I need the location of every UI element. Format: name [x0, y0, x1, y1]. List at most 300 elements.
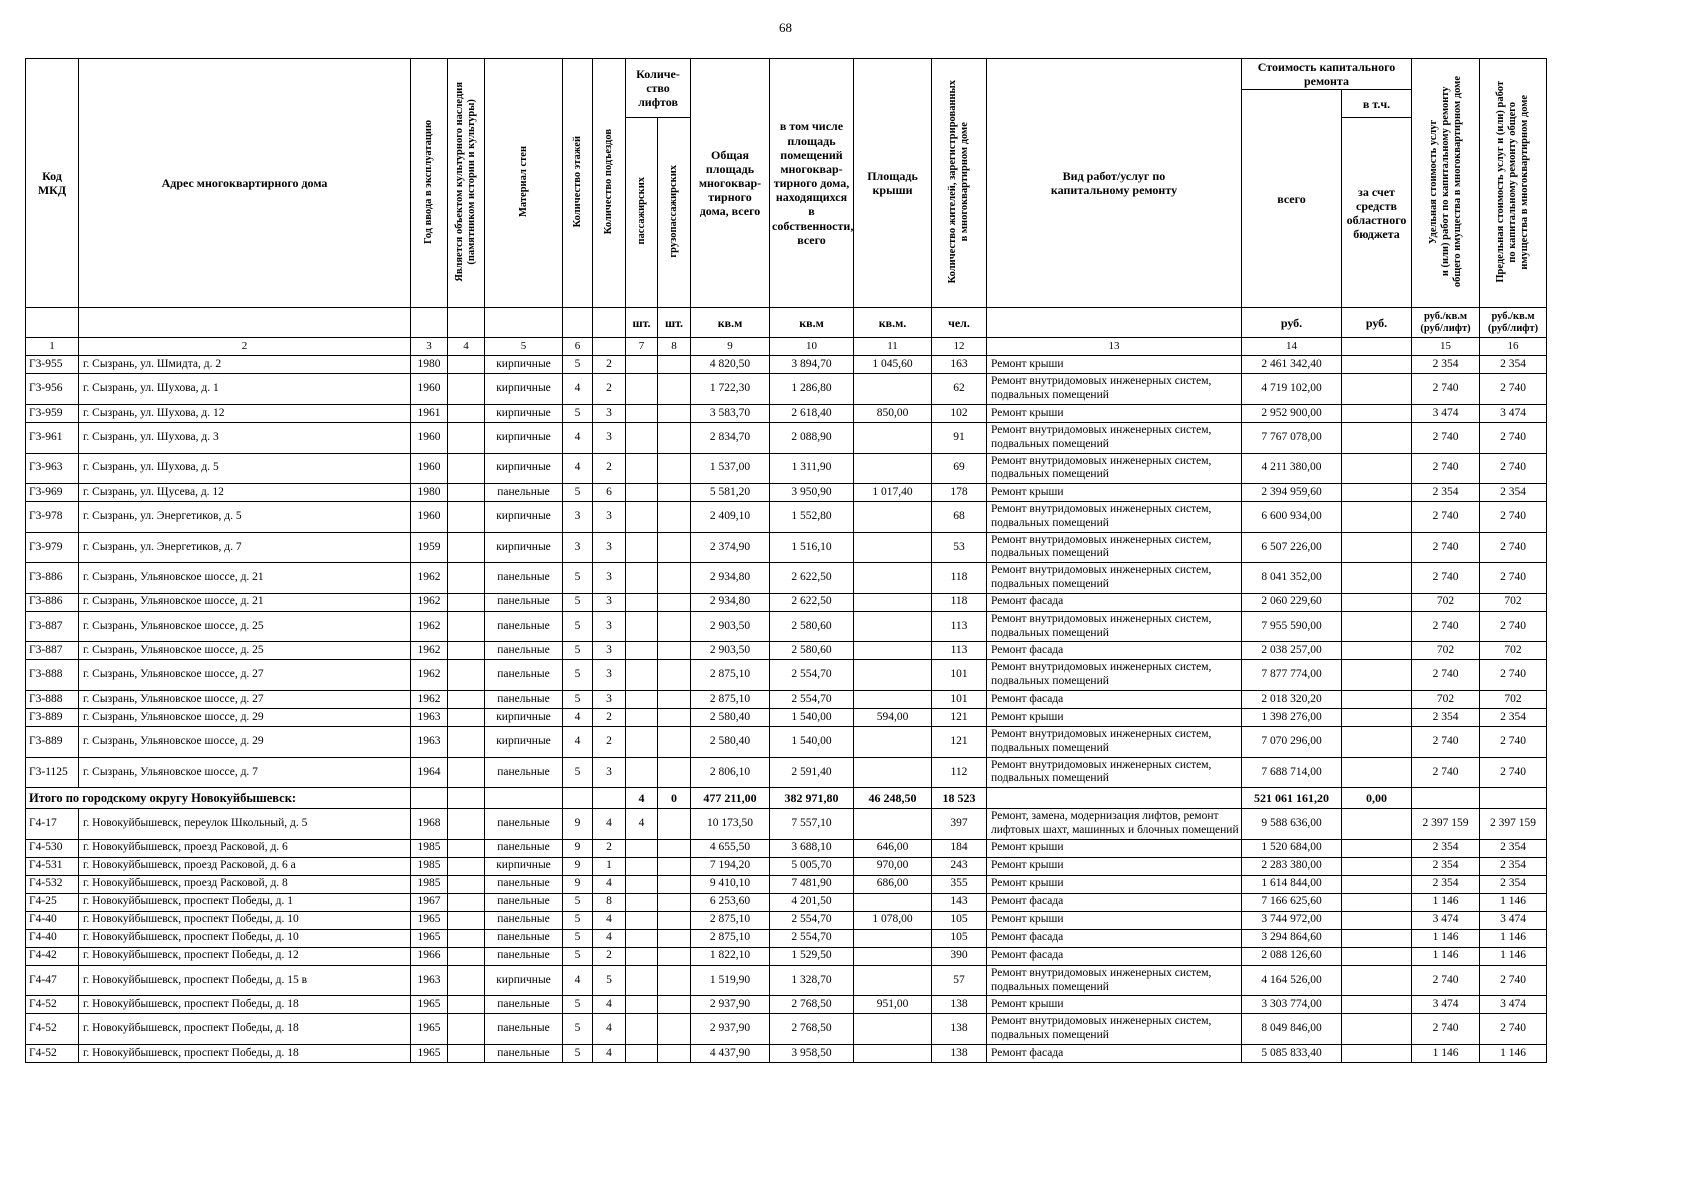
column-number-cell: 12: [932, 338, 987, 356]
cell-max_cost: [1480, 788, 1547, 809]
cell-residents: 178: [932, 484, 987, 502]
cell-residents: 118: [932, 593, 987, 611]
cell-wall: панельные: [485, 809, 563, 840]
cell-unit_cost: 2 740: [1412, 374, 1480, 405]
cell-works: Ремонт крыши: [987, 404, 1242, 422]
cell-unit_cost: 2 740: [1412, 1014, 1480, 1045]
cell-floors: 5: [563, 660, 593, 691]
cell-wall: панельные: [485, 929, 563, 947]
cell-area_owned: 1 529,50: [770, 947, 854, 965]
cell-cost_total: 7 688 714,00: [1242, 757, 1342, 788]
cell-code: Г3-888: [26, 691, 79, 709]
cell-entr: 2: [593, 947, 626, 965]
cell-year: 1966: [411, 947, 448, 965]
cell-year: 1980: [411, 484, 448, 502]
cell-area_roof: [854, 965, 932, 996]
cell-year: 1965: [411, 996, 448, 1014]
cell-lift_p: [626, 691, 658, 709]
cell-lift_p: 4: [626, 809, 658, 840]
cell-residents: 138: [932, 996, 987, 1014]
cell-address: г. Сызрань, Ульяновское шоссе, д. 21: [79, 593, 411, 611]
cell-unit_cost: 2 354: [1412, 356, 1480, 374]
cell-address: г. Сызрань, ул. Шухова, д. 1: [79, 374, 411, 405]
cell-year: 1960: [411, 374, 448, 405]
cell-works: Ремонт крыши: [987, 356, 1242, 374]
cell-max_cost: 2 740: [1480, 453, 1547, 484]
cell-year: 1985: [411, 839, 448, 857]
column-number-cell: 2: [79, 338, 411, 356]
cell-heritage: [448, 642, 485, 660]
col-header-roof-area: Площадь крыши: [854, 59, 932, 308]
cell-area_roof: [854, 727, 932, 758]
table-row: [26, 593, 1547, 611]
table-row: [26, 709, 1547, 727]
cell-lift_c: [658, 857, 691, 875]
cell-cost_total: 9 588 636,00: [1242, 809, 1342, 840]
cell-cost_budget: [1342, 532, 1412, 563]
col-header-max-cost-label: Предельная стоимость услуг и (или) работ по капитальному ремонту общего имущества в многоквартирном доме: [1495, 80, 1530, 283]
cell-unit_cost: 2 354: [1412, 875, 1480, 893]
cell-max_cost: 2 740: [1480, 1014, 1547, 1045]
cell-code: Г4-42: [26, 947, 79, 965]
cell-area_owned: 3 950,90: [770, 484, 854, 502]
table-row: [26, 356, 1547, 374]
cell-lift_c: [658, 911, 691, 929]
cell-heritage: [448, 857, 485, 875]
cell-wall: панельные: [485, 911, 563, 929]
cell-lift_c: [658, 642, 691, 660]
cell-area_owned: 2 768,50: [770, 996, 854, 1014]
cell-address: г. Сызрань, Ульяновское шоссе, д. 29: [79, 709, 411, 727]
cell-year: 1963: [411, 709, 448, 727]
cell-wall: панельные: [485, 757, 563, 788]
cell-entr: 2: [593, 374, 626, 405]
summary-label: Итого по городскому округу Новокуйбышевск:: [26, 788, 411, 809]
cell-entr: [593, 788, 626, 809]
cell-entr: 3: [593, 611, 626, 642]
cell-entr: 3: [593, 757, 626, 788]
cell-heritage: [448, 709, 485, 727]
cell-area_total: 4 437,90: [691, 1045, 770, 1063]
cell-cost_budget: [1342, 1045, 1412, 1063]
cell-area_roof: [854, 1045, 932, 1063]
cell-lift_c: [658, 453, 691, 484]
cell-cost_budget: [1342, 611, 1412, 642]
cell-works: Ремонт фасада: [987, 691, 1242, 709]
cell-area_roof: [854, 532, 932, 563]
cell-residents: 138: [932, 1014, 987, 1045]
cell-entr: 1: [593, 857, 626, 875]
cell-max_cost: 702: [1480, 642, 1547, 660]
cell-area_total: 2 374,90: [691, 532, 770, 563]
cell-code: Г3-959: [26, 404, 79, 422]
col-header-lifts-passenger: [626, 118, 658, 308]
table-row: [26, 611, 1547, 642]
cell-works: Ремонт крыши: [987, 875, 1242, 893]
cell-entr: 5: [593, 965, 626, 996]
cell-year: 1962: [411, 660, 448, 691]
cell-lift_c: [658, 809, 691, 840]
cell-area_total: 10 173,50: [691, 809, 770, 840]
cell-residents: 390: [932, 947, 987, 965]
cell-address: г. Сызрань, ул. Шмидта, д. 2: [79, 356, 411, 374]
cell-heritage: [448, 1045, 485, 1063]
cell-area_total: 2 937,90: [691, 1014, 770, 1045]
cell-heritage: [448, 404, 485, 422]
cell-wall: панельные: [485, 947, 563, 965]
cell-entr: 4: [593, 911, 626, 929]
cell-floors: 4: [563, 374, 593, 405]
cell-area_total: 3 583,70: [691, 404, 770, 422]
cell-unit_cost: 1 146: [1412, 1045, 1480, 1063]
cell-cost_budget: [1342, 857, 1412, 875]
cell-area_roof: [854, 660, 932, 691]
cell-area_total: 2 875,10: [691, 691, 770, 709]
cell-works: Ремонт внутридомовых инженерных систем, подвальных помещений: [987, 757, 1242, 788]
col-header-wall-material: [485, 59, 563, 308]
cell-year: 1960: [411, 422, 448, 453]
cell-year: 1967: [411, 893, 448, 911]
cell-entr: 4: [593, 875, 626, 893]
cell-lift_p: [626, 532, 658, 563]
cell-code: Г3-955: [26, 356, 79, 374]
cell-residents: 53: [932, 532, 987, 563]
cell-area_owned: 2 768,50: [770, 1014, 854, 1045]
unit-cell: [411, 308, 448, 338]
cell-area_total: 477 211,00: [691, 788, 770, 809]
cell-residents: 105: [932, 911, 987, 929]
cell-unit_cost: 2 740: [1412, 422, 1480, 453]
cell-cost_budget: [1342, 691, 1412, 709]
table-row: [26, 1014, 1547, 1045]
cell-unit_cost: 3 474: [1412, 996, 1480, 1014]
cell-year: 1985: [411, 857, 448, 875]
cell-address: г. Новокуйбышевск, проспект Победы, д. 10: [79, 911, 411, 929]
cell-area_owned: 7 481,90: [770, 875, 854, 893]
cell-heritage: [448, 422, 485, 453]
cell-year: 1962: [411, 691, 448, 709]
cell-floors: 5: [563, 691, 593, 709]
cell-area_roof: [854, 809, 932, 840]
cell-lift_c: [658, 965, 691, 996]
cell-area_total: 9 410,10: [691, 875, 770, 893]
cell-area_roof: [854, 757, 932, 788]
column-number-cell: 6: [563, 338, 593, 356]
cell-address: г. Новокуйбышевск, переулок Школьный, д. 5: [79, 809, 411, 840]
cell-area_owned: 2 622,50: [770, 593, 854, 611]
cell-entr: 3: [593, 642, 626, 660]
col-header-lifts-cargo: [658, 118, 691, 308]
cell-floors: 9: [563, 809, 593, 840]
page-number: 68: [779, 20, 792, 35]
cell-cost_total: 5 085 833,40: [1242, 1045, 1342, 1063]
cell-area_roof: [854, 893, 932, 911]
column-number-cell: 11: [854, 338, 932, 356]
cell-cost_budget: [1342, 404, 1412, 422]
cell-lift_p: [626, 356, 658, 374]
cell-unit_cost: 3 474: [1412, 404, 1480, 422]
cell-entr: 4: [593, 929, 626, 947]
cell-area_owned: 2 580,60: [770, 642, 854, 660]
cell-year: 1965: [411, 1045, 448, 1063]
table-row: [26, 1045, 1547, 1063]
cell-year: 1962: [411, 563, 448, 594]
cell-code: Г3-888: [26, 660, 79, 691]
col-header-cost-budget: за счет средств областного бюджета: [1342, 118, 1412, 308]
cell-address: г. Новокуйбышевск, проспект Победы, д. 1: [79, 893, 411, 911]
cell-area_total: 4 655,50: [691, 839, 770, 857]
cell-floors: 5: [563, 593, 593, 611]
col-header-total-area: Общая площадь многоквар- тирного дома, всего: [691, 59, 770, 308]
cell-lift_p: [626, 611, 658, 642]
cell-area_roof: 970,00: [854, 857, 932, 875]
cell-lift_c: [658, 611, 691, 642]
cell-year: 1963: [411, 727, 448, 758]
cell-heritage: [448, 356, 485, 374]
cell-wall: кирпичные: [485, 857, 563, 875]
cell-max_cost: 2 740: [1480, 660, 1547, 691]
cell-works: Ремонт, замена, модернизация лифтов, ремонт лифтовых шахт, машинных и блочных помещений: [987, 809, 1242, 840]
cell-lift_p: [626, 929, 658, 947]
cell-max_cost: 2 740: [1480, 532, 1547, 563]
cell-area_roof: 594,00: [854, 709, 932, 727]
cell-works: [987, 788, 1242, 809]
cell-area_total: 1 537,00: [691, 453, 770, 484]
cell-cost_total: 2 060 229,60: [1242, 593, 1342, 611]
cell-cost_total: 8 041 352,00: [1242, 563, 1342, 594]
cell-residents: 163: [932, 356, 987, 374]
cell-address: г. Новокуйбышевск, проспект Победы, д. 10: [79, 929, 411, 947]
cell-heritage: [448, 691, 485, 709]
column-number-cell: 9: [691, 338, 770, 356]
column-numbers-row: [26, 338, 1547, 356]
cell-area_total: 2 903,50: [691, 642, 770, 660]
cell-cost_total: 2 018 320,20: [1242, 691, 1342, 709]
cell-code: Г3-969: [26, 484, 79, 502]
cell-area_roof: [854, 502, 932, 533]
cell-heritage: [448, 996, 485, 1014]
cell-wall: кирпичные: [485, 727, 563, 758]
unit-cell: [987, 308, 1242, 338]
cell-code: Г3-963: [26, 453, 79, 484]
cell-heritage: [448, 1014, 485, 1045]
cell-floors: 5: [563, 563, 593, 594]
cell-cost_total: 7 070 296,00: [1242, 727, 1342, 758]
cell-cost_budget: [1342, 642, 1412, 660]
cell-floors: 5: [563, 757, 593, 788]
cell-wall: кирпичные: [485, 356, 563, 374]
cell-lift_c: [658, 1045, 691, 1063]
cell-floors: 5: [563, 929, 593, 947]
header-row-1: [26, 59, 1547, 90]
cell-year: 1980: [411, 356, 448, 374]
cell-address: г. Сызрань, Ульяновское шоссе, д. 27: [79, 691, 411, 709]
column-number-cell: 4: [448, 338, 485, 356]
cell-area_total: 2 934,80: [691, 563, 770, 594]
cell-cost_total: 1 398 276,00: [1242, 709, 1342, 727]
cell-cost_budget: [1342, 422, 1412, 453]
cell-max_cost: 1 146: [1480, 929, 1547, 947]
cell-floors: 3: [563, 532, 593, 563]
cell-code: Г4-52: [26, 996, 79, 1014]
cell-area_total: 2 937,90: [691, 996, 770, 1014]
cell-area_roof: 1 078,00: [854, 911, 932, 929]
cell-cost_budget: [1342, 356, 1412, 374]
cell-address: г. Новокуйбышевск, проспект Победы, д. 18: [79, 1014, 411, 1045]
cell-lift_p: [626, 484, 658, 502]
cell-area_roof: 1 017,40: [854, 484, 932, 502]
cell-lift_p: [626, 965, 658, 996]
cell-year: 1959: [411, 532, 448, 563]
unit-cell: кв.м: [691, 308, 770, 338]
cell-area_total: 1 722,30: [691, 374, 770, 405]
cell-area_roof: 850,00: [854, 404, 932, 422]
cell-lift_c: [658, 484, 691, 502]
cell-area_roof: 1 045,60: [854, 356, 932, 374]
cell-wall: панельные: [485, 642, 563, 660]
cell-cost_total: 2 283 380,00: [1242, 857, 1342, 875]
cell-cost_budget: [1342, 893, 1412, 911]
cell-address: г. Новокуйбышевск, проспект Победы, д. 12: [79, 947, 411, 965]
cell-code: Г4-52: [26, 1014, 79, 1045]
cell-area_roof: [854, 611, 932, 642]
cell-residents: 101: [932, 660, 987, 691]
cell-entr: 3: [593, 563, 626, 594]
cell-year: 1960: [411, 502, 448, 533]
cell-cost_total: 1 614 844,00: [1242, 875, 1342, 893]
cell-lift_c: [658, 709, 691, 727]
cell-lift_p: [626, 893, 658, 911]
cell-entr: 8: [593, 893, 626, 911]
unit-cell: кв.м: [770, 308, 854, 338]
cell-address: г. Новокуйбышевск, проезд Расковой, д. 6: [79, 839, 411, 857]
cell-lift_c: [658, 929, 691, 947]
cell-floors: 4: [563, 727, 593, 758]
cell-year: 1965: [411, 929, 448, 947]
cell-cost_total: 7 767 078,00: [1242, 422, 1342, 453]
table-row: [26, 809, 1547, 840]
cell-works: Ремонт внутридомовых инженерных систем, подвальных помещений: [987, 532, 1242, 563]
cell-max_cost: 2 740: [1480, 422, 1547, 453]
cell-works: Ремонт внутридомовых инженерных систем, подвальных помещений: [987, 453, 1242, 484]
cell-wall: панельные: [485, 1045, 563, 1063]
cell-area_owned: 1 516,10: [770, 532, 854, 563]
col-header-floors-label: Количество этажей: [571, 135, 583, 228]
cell-unit_cost: 1 146: [1412, 929, 1480, 947]
table-row: [26, 484, 1547, 502]
cell-max_cost: 2 740: [1480, 563, 1547, 594]
cell-cost_budget: [1342, 929, 1412, 947]
cell-code: Г4-25: [26, 893, 79, 911]
column-number-cell: 7: [626, 338, 658, 356]
cell-lift_p: [626, 374, 658, 405]
cell-residents: 105: [932, 929, 987, 947]
cell-wall: кирпичные: [485, 709, 563, 727]
table-row: [26, 911, 1547, 929]
cell-max_cost: 3 474: [1480, 404, 1547, 422]
cell-area_owned: 7 557,10: [770, 809, 854, 840]
cell-wall: кирпичные: [485, 532, 563, 563]
cell-lift_p: [626, 563, 658, 594]
cell-code: Г3-956: [26, 374, 79, 405]
table-row: [26, 965, 1547, 996]
cell-address: г. Сызрань, ул. Энергетиков, д. 5: [79, 502, 411, 533]
cell-residents: 101: [932, 691, 987, 709]
cell-max_cost: 1 146: [1480, 947, 1547, 965]
cell-floors: 9: [563, 875, 593, 893]
cell-works: Ремонт крыши: [987, 484, 1242, 502]
cell-heritage: [448, 563, 485, 594]
cell-wall: кирпичные: [485, 422, 563, 453]
table-row: [26, 691, 1547, 709]
cell-cost_total: 4 164 526,00: [1242, 965, 1342, 996]
col-header-unit-cost: [1412, 59, 1480, 308]
cell-max_cost: 2 740: [1480, 374, 1547, 405]
cell-lift_p: [626, 422, 658, 453]
cell-area_owned: 3 688,10: [770, 839, 854, 857]
cell-area_owned: 2 554,70: [770, 911, 854, 929]
cell-area_owned: 2 554,70: [770, 929, 854, 947]
cell-heritage: [448, 893, 485, 911]
cell-cost_budget: [1342, 839, 1412, 857]
cell-cost_budget: [1342, 1014, 1412, 1045]
cell-code: Г4-40: [26, 929, 79, 947]
cell-works: Ремонт крыши: [987, 857, 1242, 875]
cell-lift_c: [658, 727, 691, 758]
cell-area_roof: [854, 453, 932, 484]
cell-max_cost: 2 354: [1480, 857, 1547, 875]
cell-max_cost: 2 354: [1480, 484, 1547, 502]
col-header-works: Вид работ/услуг по капитальному ремонту: [987, 59, 1242, 308]
cell-year: 1968: [411, 809, 448, 840]
cell-area_owned: 1 552,80: [770, 502, 854, 533]
cell-works: Ремонт внутридомовых инженерных систем, подвальных помещений: [987, 965, 1242, 996]
col-header-cost-total: всего: [1242, 90, 1342, 308]
cell-area_total: 2 875,10: [691, 660, 770, 691]
cell-area_roof: 951,00: [854, 996, 932, 1014]
cell-floors: 5: [563, 404, 593, 422]
cell-works: Ремонт внутридомовых инженерных систем, подвальных помещений: [987, 611, 1242, 642]
table-row: [26, 532, 1547, 563]
cell-area_total: 2 806,10: [691, 757, 770, 788]
cell-address: г. Сызрань, Ульяновское шоссе, д. 7: [79, 757, 411, 788]
cell-year: [411, 788, 448, 809]
cell-max_cost: 2 740: [1480, 757, 1547, 788]
cell-floors: 4: [563, 453, 593, 484]
cell-lift_p: [626, 727, 658, 758]
cell-wall: панельные: [485, 484, 563, 502]
cell-wall: [485, 788, 563, 809]
column-number-cell: 13: [987, 338, 1242, 356]
cell-area_total: 1 822,10: [691, 947, 770, 965]
cell-entr: 3: [593, 660, 626, 691]
cell-lift_c: [658, 422, 691, 453]
cell-unit_cost: 2 740: [1412, 727, 1480, 758]
cell-area_roof: [854, 593, 932, 611]
cell-cost_total: 2 461 342,40: [1242, 356, 1342, 374]
cell-code: Г3-979: [26, 532, 79, 563]
cell-cost_budget: [1342, 996, 1412, 1014]
cell-year: 1965: [411, 911, 448, 929]
table-row: [26, 757, 1547, 788]
cell-floors: 3: [563, 502, 593, 533]
unit-cell: чел.: [932, 308, 987, 338]
cell-max_cost: 2 354: [1480, 875, 1547, 893]
cell-unit_cost: 2 740: [1412, 757, 1480, 788]
cell-area_roof: [854, 1014, 932, 1045]
cell-area_roof: 646,00: [854, 839, 932, 857]
col-header-year: [411, 59, 448, 308]
